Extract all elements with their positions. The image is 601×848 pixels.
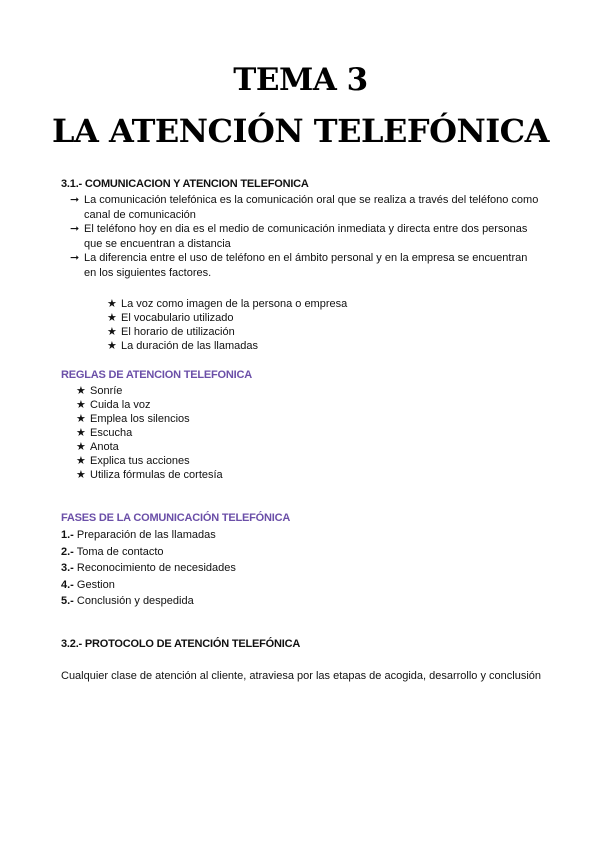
fase-number: 5.- xyxy=(61,595,74,607)
list-item xyxy=(76,412,223,426)
regla-text: Utiliza fórmulas de cortesía xyxy=(90,469,223,481)
regla-text: Escucha xyxy=(90,427,133,439)
list-item xyxy=(76,468,223,482)
fase-text: Gestion xyxy=(76,578,115,591)
fase-text: Conclusión y despedida xyxy=(76,595,194,607)
bullet-text: La diferencia entre el uso de teléfono en el ámbito personal y en la empresa se encuentran en los siguientes factores. xyxy=(84,252,528,279)
list-item xyxy=(61,560,236,577)
arrow-icon: ➞ xyxy=(70,194,80,206)
fase-text: Reconocimiento de necesidades xyxy=(76,562,236,574)
regla-text: Emplea los silencios xyxy=(90,413,190,425)
factor-text: El horario de utilización xyxy=(121,326,235,338)
list-item xyxy=(107,297,347,311)
list-item xyxy=(76,440,223,454)
regla-text: Anota xyxy=(90,441,119,453)
fase-number: 3.- xyxy=(61,562,74,574)
section-2-paragraph: Cualquier clase de atención al cliente, atraviesa por las etapas de acogida, desarrollo y conclusión xyxy=(61,670,542,682)
section-1-bullets xyxy=(70,193,540,280)
star-icon: ★ xyxy=(107,312,117,324)
factors-list xyxy=(107,297,347,353)
list-item xyxy=(107,311,347,325)
star-icon: ★ xyxy=(76,385,86,397)
reglas-list xyxy=(76,384,223,482)
fase-number: 2.- xyxy=(61,545,74,558)
bullet-text: La comunicación telefónica es la comunicación oral que se realiza a través del teléfono como canal de comunicación xyxy=(84,194,539,221)
star-icon: ★ xyxy=(107,298,117,310)
regla-text: Cuida la voz xyxy=(90,399,151,411)
title-line-1: TEMA 3 xyxy=(233,62,368,98)
star-icon: ★ xyxy=(76,413,86,425)
list-item xyxy=(61,544,236,561)
section-2-heading: 3.2.- PROTOCOLO DE ATENCIÓN TELEFÓNICA xyxy=(61,638,301,650)
list-item xyxy=(76,398,223,412)
fase-number: 1.- xyxy=(61,529,74,541)
star-icon: ★ xyxy=(107,326,117,338)
star-icon: ★ xyxy=(76,399,86,411)
list-item xyxy=(61,527,236,544)
star-icon: ★ xyxy=(76,441,86,453)
list-item xyxy=(70,193,540,222)
factor-text: La duración de las llamadas xyxy=(121,340,258,352)
star-icon: ★ xyxy=(107,340,117,352)
fase-number: 4.- xyxy=(61,578,74,591)
fases-heading: FASES DE LA COMUNICACIÓN TELEFÓNICA xyxy=(61,512,291,524)
list-item xyxy=(76,426,223,440)
title-line-2: LA ATENCIÓN TELEFÓNICA xyxy=(52,112,549,150)
star-icon: ★ xyxy=(76,469,86,481)
reglas-heading: REGLAS DE ATENCION TELEFONICA xyxy=(61,369,252,381)
bullet-text: El teléfono hoy en dia es el medio de comunicación inmediata y directa entre dos personas que se encuentran a distancia xyxy=(84,223,528,250)
regla-text: Explica tus acciones xyxy=(90,455,190,467)
list-item xyxy=(70,251,540,280)
section-1-heading: 3.1.- COMUNICACION Y ATENCION TELEFONICA xyxy=(61,178,309,190)
list-item xyxy=(70,222,540,251)
factor-text: La voz como imagen de la persona o empresa xyxy=(121,298,348,310)
fase-text: Toma de contacto xyxy=(76,545,164,558)
list-item xyxy=(76,384,223,398)
factor-text: El vocabulario utilizado xyxy=(121,312,234,324)
star-icon: ★ xyxy=(76,427,86,439)
list-item xyxy=(61,577,236,594)
fase-text: Preparación de las llamadas xyxy=(76,529,216,541)
list-item xyxy=(107,339,347,353)
list-item xyxy=(61,593,236,610)
fases-list xyxy=(61,527,236,610)
star-icon: ★ xyxy=(76,455,86,467)
list-item xyxy=(107,325,347,339)
regla-text: Sonríe xyxy=(90,385,123,397)
arrow-icon: ➞ xyxy=(70,252,80,264)
list-item xyxy=(76,454,223,468)
arrow-icon: ➞ xyxy=(70,223,80,235)
